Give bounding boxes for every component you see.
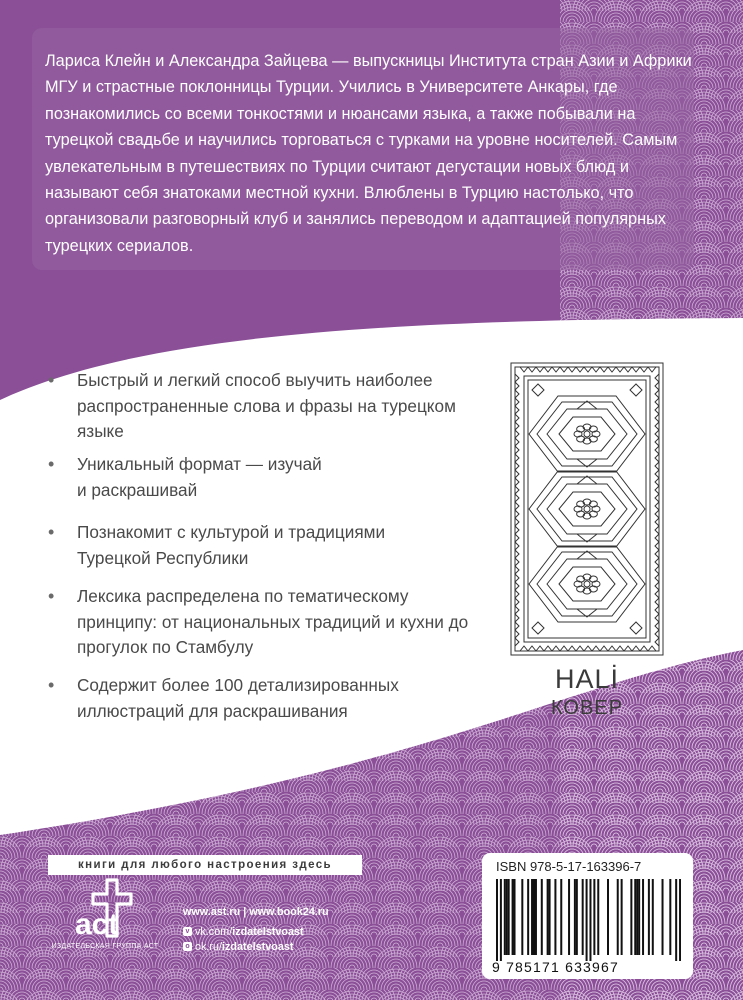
vk-handle: izdatelstvoast: [232, 926, 304, 938]
carpet-illustration-icon: [510, 362, 664, 656]
vk-icon: v: [183, 927, 192, 936]
bullet-icon: •: [48, 370, 55, 390]
feature-text: Содержит более 100 детализированных иллюстраций для раскрашивания: [77, 675, 399, 721]
author-bio: Лариса Клейн и Александра Зайцева — выпускницы Института стран Азии и Африки МГУ и страстные поклонницы Турции. Учились в Университете Анкары, где познакомились со всеми тонкостями и нюансами языка, а также побывали на турецкой свадьбе и научились торговаться с турками на уровне носителей. Самым увлекательным в путешествиях по Турции считают дегустации новых блюд и называют себя знатоками местной кухни. Влюблены в Турцию настолько, что организовали разговорный клуб и занялись переводом и адаптацией популярных турецких сериалов.: [45, 52, 692, 255]
barcode-icon: [496, 879, 681, 961]
bullet-icon: •: [48, 675, 55, 695]
vk-url-prefix: vk.com/: [195, 926, 233, 938]
isbn-label: ISBN 978-5-17-163396-7: [496, 859, 642, 874]
slogan-banner: книги для любого настроения здесь: [48, 855, 362, 875]
website-link-book24[interactable]: www.book24.ru: [249, 906, 329, 918]
ok-icon: o: [183, 942, 192, 951]
isbn-panel: [482, 853, 693, 979]
feature-text: Быстрый и легкий способ выучить наиболее распространенные слова и фразы на турецком языке: [77, 370, 456, 441]
website-links: [183, 906, 329, 918]
publisher-logo-text: act: [75, 908, 119, 941]
feature-text: Лексика распределена по тематическому принципу: от национальных традиций и кухни до прогулок по Стамбулу: [77, 586, 469, 657]
ok-handle: izdatelstvoast: [222, 941, 294, 953]
publisher-name: ИЗДАТЕЛЬСКАЯ ГРУППА АСТ: [51, 943, 159, 950]
illustration-word-russian: КОВЕР: [550, 697, 623, 719]
ok-url-prefix: ok.ru/: [195, 941, 223, 953]
feature-text: Познакомит с культурой и традициями Турецкой Республики: [77, 522, 386, 568]
bullet-icon: •: [48, 522, 55, 542]
link-separator: |: [243, 906, 247, 918]
publisher-logo-icon: [55, 876, 155, 942]
illustration-word-turkish: HALİ: [554, 664, 620, 694]
website-link-ast[interactable]: www.ast.ru: [183, 906, 241, 918]
ean-digits: 9 785171 633967: [492, 959, 619, 975]
bullet-icon: •: [48, 586, 55, 606]
bullet-icon: •: [48, 454, 55, 474]
feature-text: Уникальный формат — изучай и раскрашивай: [77, 454, 322, 500]
